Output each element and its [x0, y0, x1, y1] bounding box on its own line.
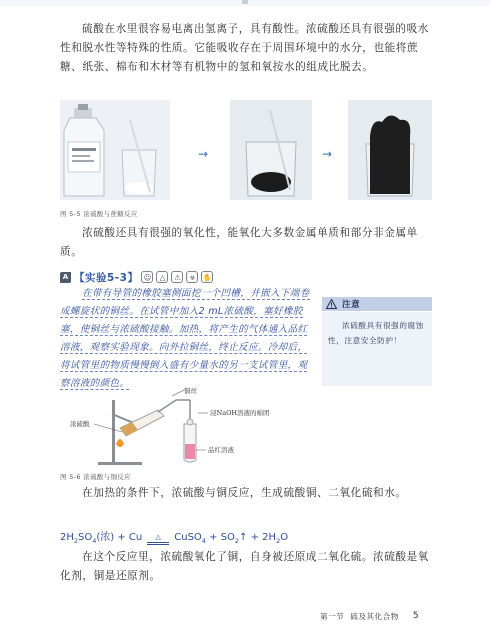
intro-paragraph: 硫酸在水里很容易电离出氢离子，具有酸性。浓硫酸还具有很强的吸水性和脱水性等特殊的性质。它能吸收存在于周围环境中的水分，也能将蔗糖、纸张、棉布和木材等有机物中的氢和氧按水的组成比脱去。: [60, 23, 430, 73]
goggles-icon: ☺: [141, 271, 153, 283]
hand-icon: ✋: [202, 272, 213, 282]
flame-icon: △: [156, 271, 168, 283]
label-magenta-solution: 品红溶液: [208, 446, 234, 454]
note-header: [322, 297, 432, 311]
equation-lhs: $2H_2SO_4$(浓) + Cu: [60, 532, 143, 545]
label-copper-wire: 铜丝: [184, 387, 197, 395]
analysis-paragraph: 在这个反应里，浓硫酸氧化了铜，自身被还原成二氧化硫。浓硫酸是氧化剂，铜是还原剂。: [60, 551, 430, 582]
toxic-icon: ☣: [186, 271, 198, 283]
page-footer: [320, 611, 419, 622]
photo-carbon-column: [348, 100, 432, 200]
photo-sulfuric-acid-bottle-and-sugar: [60, 100, 170, 200]
reaction-paragraph: 在加热的条件下，浓硫酸与铜反应，生成硫酸铜、二氧化硫和水。: [82, 487, 407, 499]
experiment-badge: A: [60, 272, 71, 283]
apparatus-diagram: [72, 388, 282, 466]
footer-topic: 硫及其化合物: [350, 612, 399, 621]
figure-caption: 图 5-5 浓硫酸与蔗糖反应: [60, 210, 138, 218]
page-tab-mark: [242, 0, 248, 4]
experiment-title: 【实验5-3】: [74, 271, 139, 284]
arrow-right-icon: →: [322, 147, 333, 161]
note-body: 浓硫酸具有很强的腐蚀性，注意安全防护！: [322, 312, 432, 386]
photo-sugar-blackening: [230, 100, 312, 200]
footer-section: 第一节: [320, 612, 345, 621]
equation-rhs: CuSO$_4$ + $SO_2↑ + 2H_2O$: [174, 532, 289, 545]
experiment-procedure: 在带有导管的橡胶塞侧面挖一个凹槽，并嵌入下端卷成螺旋状的铜丝。在试管中加入2 mL浓硫酸，塞好橡胶塞，使铜丝与浓硫酸接触。加热，将产生的气体通入品红溶液，观察实验现象。向外拉铜丝，终止反应。冷却后，将试管里的物质慢慢倒入盛有少量水的另一支试管里，观察溶液的颜色。: [60, 288, 310, 390]
label-naoh-cotton: 浸NaOH溶液的棉团: [210, 409, 270, 417]
figure-caption: 图 5-6 浓硫酸与铜反应: [60, 473, 131, 481]
oxidation-paragraph: 浓硫酸还具有很强的氧化性，能氧化大多数金属单质和部分非金属单质。: [60, 227, 418, 258]
warning-icon: [326, 299, 337, 309]
note-title: 注意: [342, 300, 361, 310]
heat-condition: △: [147, 534, 169, 545]
page-number: 5: [412, 611, 420, 621]
experiment-heading: [60, 270, 213, 284]
label-concentrated-acid: 浓硫酸: [70, 420, 90, 428]
arrow-right-icon: →: [198, 147, 209, 161]
chemical-equation: [60, 525, 288, 545]
hazard-icon: ⚠: [171, 271, 183, 283]
